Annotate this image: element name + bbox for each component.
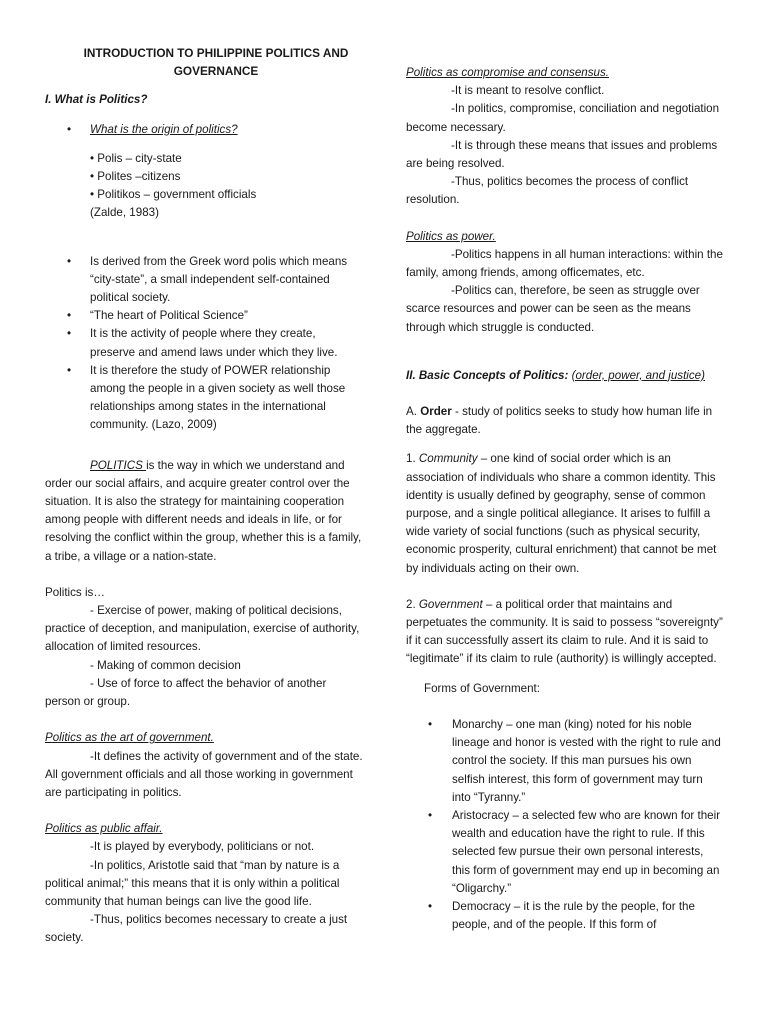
- compromise-item: -In politics, compromise, conciliation and negotiation become necessary.: [406, 102, 720, 134]
- bullet-item: • It is therefore the study of POWER relationship among the people in a given society as well those relationships among states in the international community. (Lazo, 2009): [45, 362, 363, 435]
- bullet-item: • Is derived from the Greek word polis which means “city-state”, a small independent self-contained political society.: [45, 253, 363, 308]
- politics-definition: POLITICS is the way in which we understand and order our social affairs, and acquire greater control over the situation. It is also the strategy for maintaining cooperation among people with different needs and ideals in life, or for resolving the conflict within the group, whether this is a family, a tribe, a village or a nation-state.: [45, 458, 362, 563]
- order-paragraph: A. Order - study of politics seeks to study how human life in the aggregate.: [406, 405, 713, 437]
- public-affair-heading: Politics as public affair.: [45, 822, 163, 836]
- politics-is-item: - Use of force to affect the behavior of another person or group.: [45, 676, 327, 709]
- compromise-item: -It is through these means that issues and problems are being resolved.: [406, 138, 718, 171]
- politics-is-item: - Making of common decision: [90, 658, 241, 672]
- power-item: -Politics can, therefore, be seen as struggle over scarce resources and power can be seen as the means through which struggle is conducted.: [406, 284, 700, 334]
- public-affair-item: -Thus, politics becomes necessary to create a just society.: [45, 913, 348, 945]
- politics-is-heading: Politics is…: [45, 585, 105, 599]
- public-affair-item: -In politics, Aristotle said that “man by nature is a political animal;” this means that it is only within a political community that human beings can live the good life.: [45, 858, 340, 908]
- power-heading: Politics as power.: [406, 229, 496, 243]
- origin-list: [45, 150, 363, 223]
- origin-item: • Polis – city-state: [90, 151, 182, 165]
- left-column: [45, 44, 363, 948]
- politics-bullets: [45, 253, 363, 435]
- compromise-heading: Politics as compromise and consensus.: [406, 66, 609, 79]
- forms-list: [406, 716, 724, 934]
- origin-item: • Polites –citizens: [90, 170, 181, 184]
- right-column: [406, 64, 724, 934]
- power-item: -Politics happens in all human interactions: within the family, among friends, among officemates, etc.: [406, 247, 723, 280]
- compromise-item: -It is meant to resolve conflict.: [451, 84, 605, 98]
- art-of-government-heading: Politics as the art of government.: [45, 731, 214, 745]
- bullet-item: • “The heart of Political Science”: [45, 307, 363, 325]
- form-item-democracy: • Democracy – it is the rule by the people, for the people, and of the people. If this form of: [406, 898, 724, 934]
- bullet-item: • It is the activity of people where they create, preserve and amend laws under which they live.: [45, 325, 363, 361]
- form-item-monarchy: • Monarchy – one man (king) noted for his noble lineage and honor is vested with the right to rule and control the society. If this man pursues his own selfish interest, this form of government may turn into “Tyranny.”: [406, 716, 724, 807]
- origin-question: • What is the origin of politics?: [45, 121, 363, 139]
- government-paragraph: 2. Government – a political order that maintains and perpetuates the community. It is said to possess “sovereignty” if it can successfully assert its claim to rule. And it is said to “legitimate” if its claim to rule (authority) is willingly accepted.: [406, 597, 723, 666]
- section-what-is-politics: I. What is Politics?: [45, 93, 148, 107]
- forms-heading: Forms of Government:: [424, 681, 540, 695]
- page-title: INTRODUCTION TO PHILIPPINE POLITICS AND GOVERNANCE: [83, 46, 349, 79]
- origin-citation: (Zalde, 1983): [90, 206, 159, 220]
- compromise-item: -Thus, politics becomes the process of conflict resolution.: [406, 175, 689, 207]
- art-of-government-text: -It defines the activity of government and of the state. All government officials and all those working in government are participating in politics.: [45, 749, 363, 799]
- politics-is-item: - Exercise of power, making of political decisions, practice of deception, and manipulation, exercise of authority, allocation of limited resources.: [45, 604, 360, 654]
- form-item-aristocracy: • Aristocracy – a selected few who are known for their wealth and education have the right to rule. If this selected few pursue their own personal interests, this form of government may end up in becoming an “Oligarchy.”: [406, 807, 724, 898]
- origin-item: • Politikos – government officials: [90, 188, 257, 202]
- community-paragraph: 1. Community – one kind of social order which is an association of individuals who share a common identity. This identity is usually defined by geography, sense of common purpose, and a single political allegiance. It arises to fulfill a wide variety of social functions (such as physical security, economic prosperity, cultural enrichment) that cannot be met by individuals acting on their own.: [406, 452, 717, 575]
- public-affair-item: -It is played by everybody, politicians or not.: [90, 840, 315, 854]
- section-basic-concepts: II. Basic Concepts of Politics: (order, power, and justice): [406, 368, 705, 382]
